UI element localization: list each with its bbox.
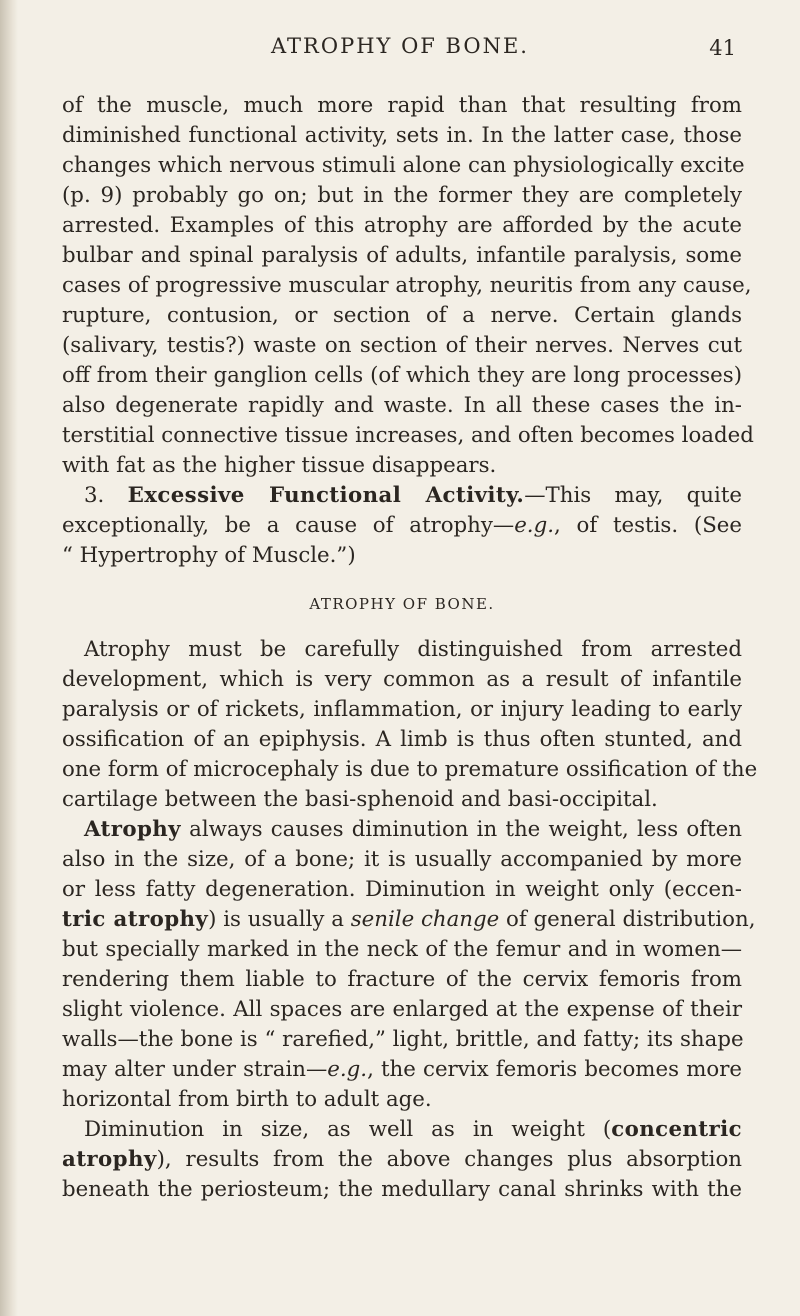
- paragraph-excessive-activity: [62, 481, 742, 571]
- text-line: [62, 1145, 742, 1175]
- running-title: ATROPHY OF BONE.: [271, 34, 529, 58]
- text-line: diminished functional activity, sets in. In the latter case, those: [62, 123, 742, 148]
- paragraph-concentric-atrophy: [62, 1115, 742, 1205]
- bold-term: atrophy: [62, 1147, 157, 1172]
- text-line: [62, 1055, 742, 1085]
- inline-heading: Excessive Functional Activity.: [127, 483, 525, 508]
- text-line: one form of microcephaly is due to premature ossification of the: [62, 757, 758, 782]
- text-run: —This may, quite: [524, 483, 742, 508]
- text-line: of the muscle, much more rapid than that resulting from: [62, 93, 742, 118]
- italic-term: senile change: [350, 907, 500, 932]
- text-run: ), results from the above changes plus absorption: [156, 1147, 742, 1172]
- paragraph-bone-atrophy: [62, 815, 756, 1115]
- bold-term: concentric: [611, 1117, 742, 1142]
- page-number: 41: [709, 36, 736, 60]
- text-line: (salivary, testis?) waste on section of their nerves. Nerves cut: [62, 333, 742, 358]
- text-line: arrested. Examples of this atrophy are afforded by the acute: [62, 213, 742, 238]
- list-number: 3.: [84, 483, 105, 508]
- text-run: exceptionally, be a cause of atrophy—: [62, 513, 515, 538]
- paragraph-muscle-atrophy: [62, 91, 754, 481]
- paragraph-arrested-development: [62, 635, 758, 815]
- body-text: [62, 91, 758, 1205]
- text-line: off from their ganglion cells (of which they are long processes): [62, 363, 742, 388]
- italic-eg: e.g.: [327, 1057, 368, 1082]
- text-line: “ Hypertrophy of Muscle.”): [62, 543, 356, 568]
- text-line: with fat as the higher tissue disappears.: [62, 453, 497, 478]
- bold-term: Atrophy: [84, 817, 181, 842]
- text-line: rendering them liable to fracture of the cervix femoris from: [62, 967, 742, 992]
- text-line: walls—the bone is “ rarefied,” light, brittle, and fatty; its shape: [62, 1027, 744, 1052]
- text-line: beneath the periosteum; the medullary canal shrinks with the: [62, 1177, 742, 1202]
- text-line: Atrophy must be carefully distinguished from arrested: [84, 637, 742, 662]
- text-run: , of testis. (See: [553, 513, 742, 538]
- text-line: or less fatty degeneration. Diminution in weight only (eccen-: [62, 877, 742, 902]
- text-line: (p. 9) probably go on; but in the former they are completely: [62, 183, 742, 208]
- text-line: terstitial connective tissue increases, and often becomes loaded: [62, 423, 754, 448]
- text-line: [62, 481, 742, 511]
- text-line: slight violence. All spaces are enlarged at the expense of their: [62, 997, 742, 1022]
- text-run: Diminution in size, as well as in weight (: [84, 1117, 612, 1142]
- running-head: [0, 34, 800, 64]
- text-line: also in the size, of a bone; it is usually accompanied by more: [62, 847, 742, 872]
- text-line: bulbar and spinal paralysis of adults, infantile paralysis, some: [62, 243, 742, 268]
- text-run: ) is usually a: [208, 907, 351, 932]
- text-line: [62, 511, 742, 541]
- text-line: cases of progressive muscular atrophy, neuritis from any cause,: [62, 273, 752, 298]
- text-line: cartilage between the basi-sphenoid and basi-occipital.: [62, 787, 658, 812]
- text-line: ossification of an epiphysis. A limb is thus often stunted, and: [62, 727, 742, 752]
- text-run: , the cervix femoris becomes more: [367, 1057, 742, 1082]
- text-run: always causes diminution in the weight, less often: [180, 817, 742, 842]
- section-heading: ATROPHY OF BONE.: [309, 595, 495, 613]
- text-run: of general distribution,: [499, 907, 756, 932]
- text-line: [62, 815, 742, 845]
- bold-term: tric atrophy: [62, 907, 209, 932]
- italic-eg: e.g.: [514, 513, 554, 538]
- text-line: [62, 905, 756, 935]
- text-line: paralysis or of rickets, inflammation, or injury leading to early: [62, 697, 742, 722]
- text-run: may alter under strain—: [62, 1057, 328, 1082]
- text-line: rupture, contusion, or section of a nerve. Certain glands: [62, 303, 742, 328]
- text-line: horizontal from birth to adult age.: [62, 1087, 432, 1112]
- text-line: [62, 1115, 742, 1145]
- text-line: but specially marked in the neck of the femur and in women—: [62, 937, 742, 962]
- text-line: changes which nervous stimuli alone can physiologically excite: [62, 153, 745, 178]
- text-line: also degenerate rapidly and waste. In all these cases the in-: [62, 393, 742, 418]
- binding-gutter: [0, 0, 18, 1316]
- text-line: development, which is very common as a result of infantile: [62, 667, 742, 692]
